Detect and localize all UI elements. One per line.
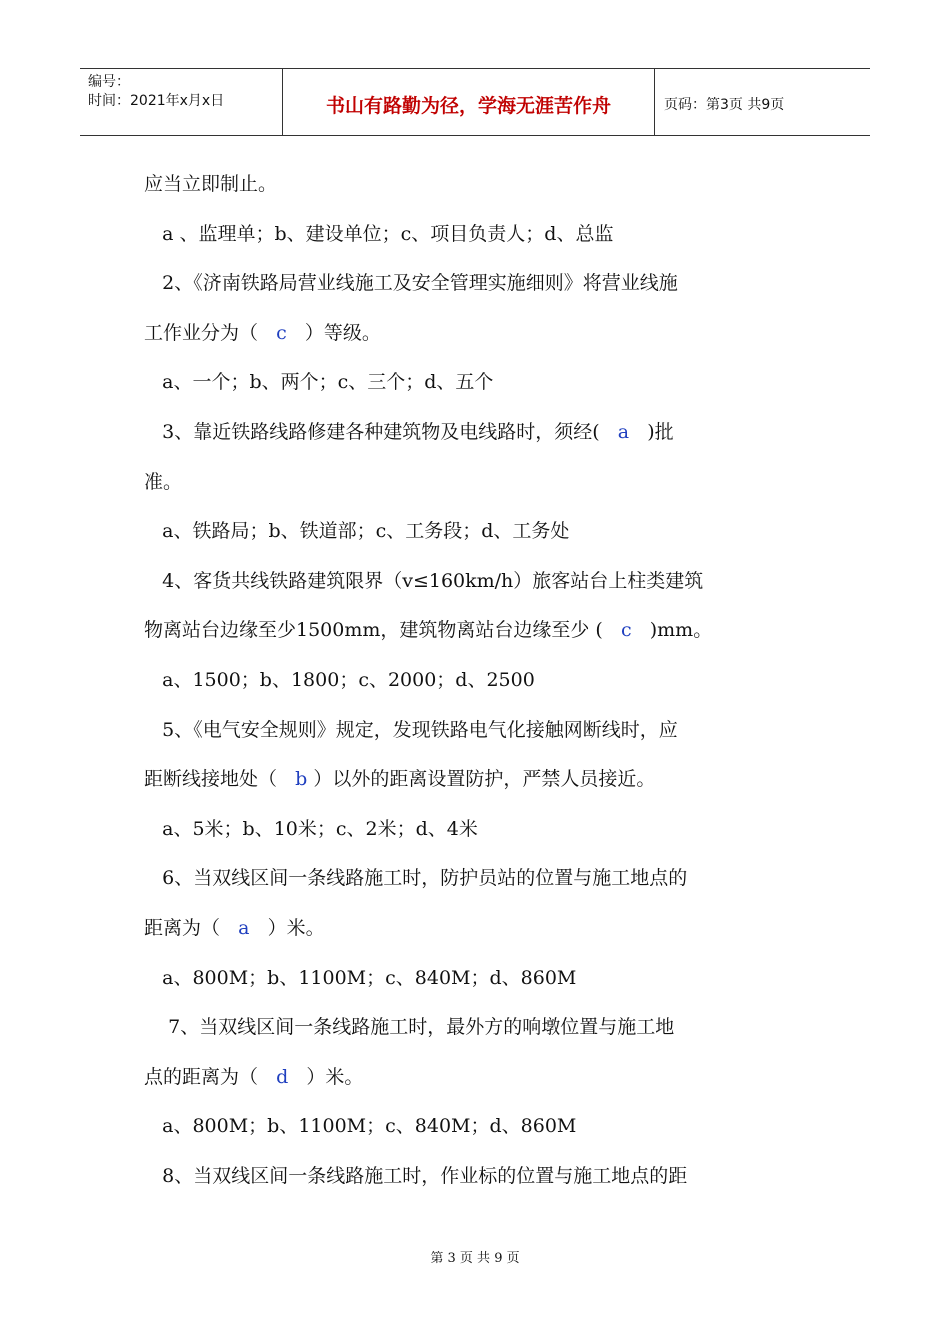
line-text: 3、靠近铁路线路修建各种建筑物及电线路时，须经( — [144, 420, 618, 443]
answer-text: a — [617, 420, 630, 443]
text-line — [144, 1003, 809, 1053]
text-line — [144, 904, 809, 954]
header-meta — [80, 69, 283, 135]
line-text: 距离为（ — [144, 916, 239, 939]
line-text: 点的距离为（ — [144, 1065, 277, 1088]
text-line — [144, 1102, 809, 1152]
line-text-tail: ）米。 — [249, 916, 325, 939]
line-text-tail: ）等级。 — [286, 321, 381, 344]
text-line — [144, 854, 809, 904]
text-line — [144, 507, 809, 557]
line-text-tail: )mm。 — [631, 619, 713, 642]
line-text: 4、客货共线铁路建筑限界（v≤160km/h）旅客站台上柱类建筑 — [144, 569, 704, 592]
answer-text: c — [620, 619, 632, 642]
text-line — [144, 1152, 809, 1202]
line-text: 工作业分为（ — [144, 321, 277, 344]
line-text-tail: )批 — [629, 420, 674, 443]
line-text: 5、《电气安全规则》规定，发现铁路电气化接触网断线时，应 — [144, 718, 678, 741]
header-page-number: 页码：第3页 共9页 — [664, 97, 785, 113]
text-line — [144, 309, 809, 359]
line-text: a、5米；b、10米；c、2米；d、4米 — [144, 817, 478, 840]
header-motto: 书山有路勤为径，学海无涯苦作舟 — [283, 69, 655, 135]
page-footer: 第 3 页 共 9 页 — [430, 1251, 520, 1266]
text-line — [144, 656, 809, 706]
line-text: a、800M；b、1100M；c、840M；d、860M — [144, 966, 577, 989]
document-body — [144, 160, 809, 1201]
text-line — [144, 805, 809, 855]
answer-text: a — [238, 916, 250, 939]
text-line — [144, 458, 809, 508]
text-line — [144, 954, 809, 1004]
line-text: 7、当双线区间一条线路施工时，最外方的响墩位置与施工地 — [144, 1016, 675, 1039]
time-label: 时间：2021年x月x日 — [88, 93, 225, 109]
text-line — [144, 160, 809, 210]
line-text: 准。 — [144, 470, 183, 493]
text-line — [144, 755, 809, 805]
line-text: a、铁路局；b、铁道部；c、工务段；d、工务处 — [144, 520, 570, 543]
text-line — [144, 259, 809, 309]
line-text: 应当立即制止。 — [144, 173, 278, 195]
answer-text: b — [295, 768, 308, 791]
line-text: 物离站台边缘至少1500mm，建筑物离站台边缘至少 ( — [144, 619, 621, 642]
line-text: 8、当双线区间一条线路施工时，作业标的位置与施工地点的距 — [144, 1164, 688, 1187]
text-line — [144, 408, 809, 458]
line-text: 2、《济南铁路局营业线施工及安全管理实施细则》将营业线施 — [144, 272, 678, 295]
text-line — [144, 358, 809, 408]
page-header — [80, 68, 870, 136]
text-line — [144, 1053, 809, 1103]
line-text: 6、当双线区间一条线路施工时，防护员站的位置与施工地点的 — [144, 867, 688, 890]
text-line — [144, 210, 809, 260]
line-text: 距断线接地处（ — [144, 768, 296, 791]
answer-text: c — [276, 321, 287, 344]
line-text: a 、监理单；b、建设单位；c、项目负责人；d、总监 — [144, 222, 614, 245]
text-line — [144, 557, 809, 607]
line-text: a、一个；b、两个；c、三个；d、五个 — [144, 371, 494, 394]
text-line — [144, 606, 809, 656]
line-text-tail: ）以外的距离设置防护，严禁人员接近。 — [307, 768, 656, 791]
answer-text: d — [276, 1065, 289, 1088]
text-line — [144, 706, 809, 756]
line-text-tail: ）米。 — [288, 1065, 364, 1088]
line-text: a、800M；b、1100M；c、840M；d、860M — [144, 1115, 577, 1138]
line-text: a、1500；b、1800；c、2000；d、2500 — [144, 668, 535, 691]
code-label: 编号： — [88, 74, 130, 90]
